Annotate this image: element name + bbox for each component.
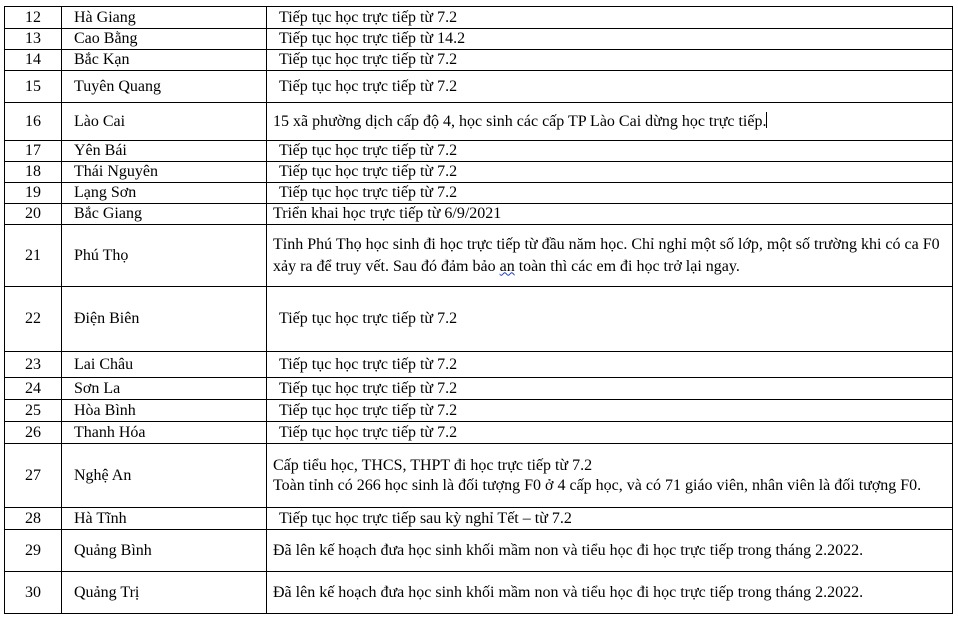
status-text: Tiếp tục học trực tiếp từ 7.2 xyxy=(267,162,953,183)
status-line-1: Cấp tiểu học, THCS, THPT đi học trực tiếp từ 7.2 xyxy=(273,456,593,474)
status-text: 15 xã phường dịch cấp độ 4, học sinh các cấp TP Lào Cai dừng học trực tiếp. xyxy=(273,112,767,130)
row-number: 12 xyxy=(5,7,62,29)
province-name: Điện Biên xyxy=(62,287,267,352)
row-number: 20 xyxy=(5,204,62,225)
status-text: Tiếp tục học trực tiếp từ 7.2 xyxy=(267,71,953,103)
table-row xyxy=(5,352,953,378)
table-row xyxy=(5,225,953,287)
status-text: Triển khai học trực tiếp từ 6/9/2021 xyxy=(267,204,953,225)
province-name: Thanh Hóa xyxy=(62,422,267,444)
table-row xyxy=(5,444,953,508)
status-text: Tiếp tục học trực tiếp từ 7.2 xyxy=(267,422,953,444)
table-row xyxy=(5,71,953,103)
province-name: Lạng Sơn xyxy=(62,183,267,204)
province-name: Sơn La xyxy=(62,378,267,400)
status-text: Tiếp tục học trực tiếp từ 7.2 xyxy=(267,7,953,29)
table-row xyxy=(5,162,953,183)
status-text-end: toàn thì các em đi học trở lại ngay. xyxy=(518,257,740,275)
table-row xyxy=(5,378,953,400)
province-name: Hòa Bình xyxy=(62,400,267,422)
row-number: 17 xyxy=(5,141,62,162)
spellcheck-word: an xyxy=(499,257,515,275)
province-name: Quảng Trị xyxy=(62,572,267,614)
table-row xyxy=(5,103,953,141)
row-number: 22 xyxy=(5,287,62,352)
province-name: Yên Bái xyxy=(62,141,267,162)
status-text: Tiếp tục học trực tiếp sau kỳ nghỉ Tết – từ 7.2 xyxy=(267,508,953,530)
row-number: 26 xyxy=(5,422,62,444)
row-number: 18 xyxy=(5,162,62,183)
table-row xyxy=(5,572,953,614)
status-text: Tiếp tục học trực tiếp từ 14.2 xyxy=(267,29,953,50)
province-name: Tuyên Quang xyxy=(62,71,267,103)
row-number: 16 xyxy=(5,103,62,141)
table-row xyxy=(5,530,953,572)
text-cursor xyxy=(766,112,767,128)
row-number: 24 xyxy=(5,378,62,400)
status-text: Tiếp tục học trực tiếp từ 7.2 xyxy=(267,141,953,162)
province-name: Nghệ An xyxy=(62,444,267,508)
province-school-status-table xyxy=(4,6,953,614)
status-text: Tiếp tục học trực tiếp từ 7.2 xyxy=(267,400,953,422)
status-cell xyxy=(267,103,953,141)
table-row xyxy=(5,204,953,225)
table-row xyxy=(5,422,953,444)
province-name: Bắc Giang xyxy=(62,204,267,225)
status-text: Tiếp tục học trực tiếp từ 7.2 xyxy=(267,352,953,378)
table-row xyxy=(5,183,953,204)
table-row xyxy=(5,7,953,29)
row-number: 29 xyxy=(5,530,62,572)
row-number: 25 xyxy=(5,400,62,422)
row-number: 27 xyxy=(5,444,62,508)
table-row xyxy=(5,29,953,50)
province-name: Thái Nguyên xyxy=(62,162,267,183)
row-number: 13 xyxy=(5,29,62,50)
status-cell xyxy=(267,444,953,508)
province-name: Bắc Kạn xyxy=(62,50,267,71)
status-text: Đã lên kế hoạch đưa học sinh khối mầm non và tiểu học đi học trực tiếp trong tháng 2.2022. xyxy=(267,530,953,572)
table-row xyxy=(5,508,953,530)
row-number: 15 xyxy=(5,71,62,103)
row-number: 21 xyxy=(5,225,62,287)
status-text: Đã lên kế hoạch đưa học sinh khối mầm non và tiểu học đi học trực tiếp trong tháng 2.2022. xyxy=(267,572,953,614)
row-number: 30 xyxy=(5,572,62,614)
table-row xyxy=(5,400,953,422)
province-name: Quảng Bình xyxy=(62,530,267,572)
province-name: Phú Thọ xyxy=(62,225,267,287)
table-row xyxy=(5,50,953,71)
province-name: Lai Châu xyxy=(62,352,267,378)
province-name: Hà Giang xyxy=(62,7,267,29)
table-row xyxy=(5,287,953,352)
row-number: 14 xyxy=(5,50,62,71)
status-text: Tiếp tục học trực tiếp từ 7.2 xyxy=(267,287,953,352)
row-number: 28 xyxy=(5,508,62,530)
status-text: Tiếp tục học trực tiếp từ 7.2 xyxy=(267,378,953,400)
status-text: Tiếp tục học trực tiếp từ 7.2 xyxy=(267,183,953,204)
row-number: 19 xyxy=(5,183,62,204)
status-text: Tỉnh Phú Thọ học sinh đi học trực tiếp từ đầu năm học. Chỉ nghỉ một số lớp, một số trường khi có ca F0 xảy ra để truy vết. Sau đó đảm bảo xyxy=(273,235,940,275)
status-cell xyxy=(267,225,953,287)
province-name: Lào Cai xyxy=(62,103,267,141)
status-text: Tiếp tục học trực tiếp từ 7.2 xyxy=(267,50,953,71)
table-row xyxy=(5,141,953,162)
province-name: Hà Tĩnh xyxy=(62,508,267,530)
status-line-2: Toàn tỉnh có 266 học sinh là đối tượng F0 ở 4 cấp học, và có 71 giáo viên, nhân viên là đối tượng F0. xyxy=(273,476,922,494)
row-number: 23 xyxy=(5,352,62,378)
province-name: Cao Bằng xyxy=(62,29,267,50)
